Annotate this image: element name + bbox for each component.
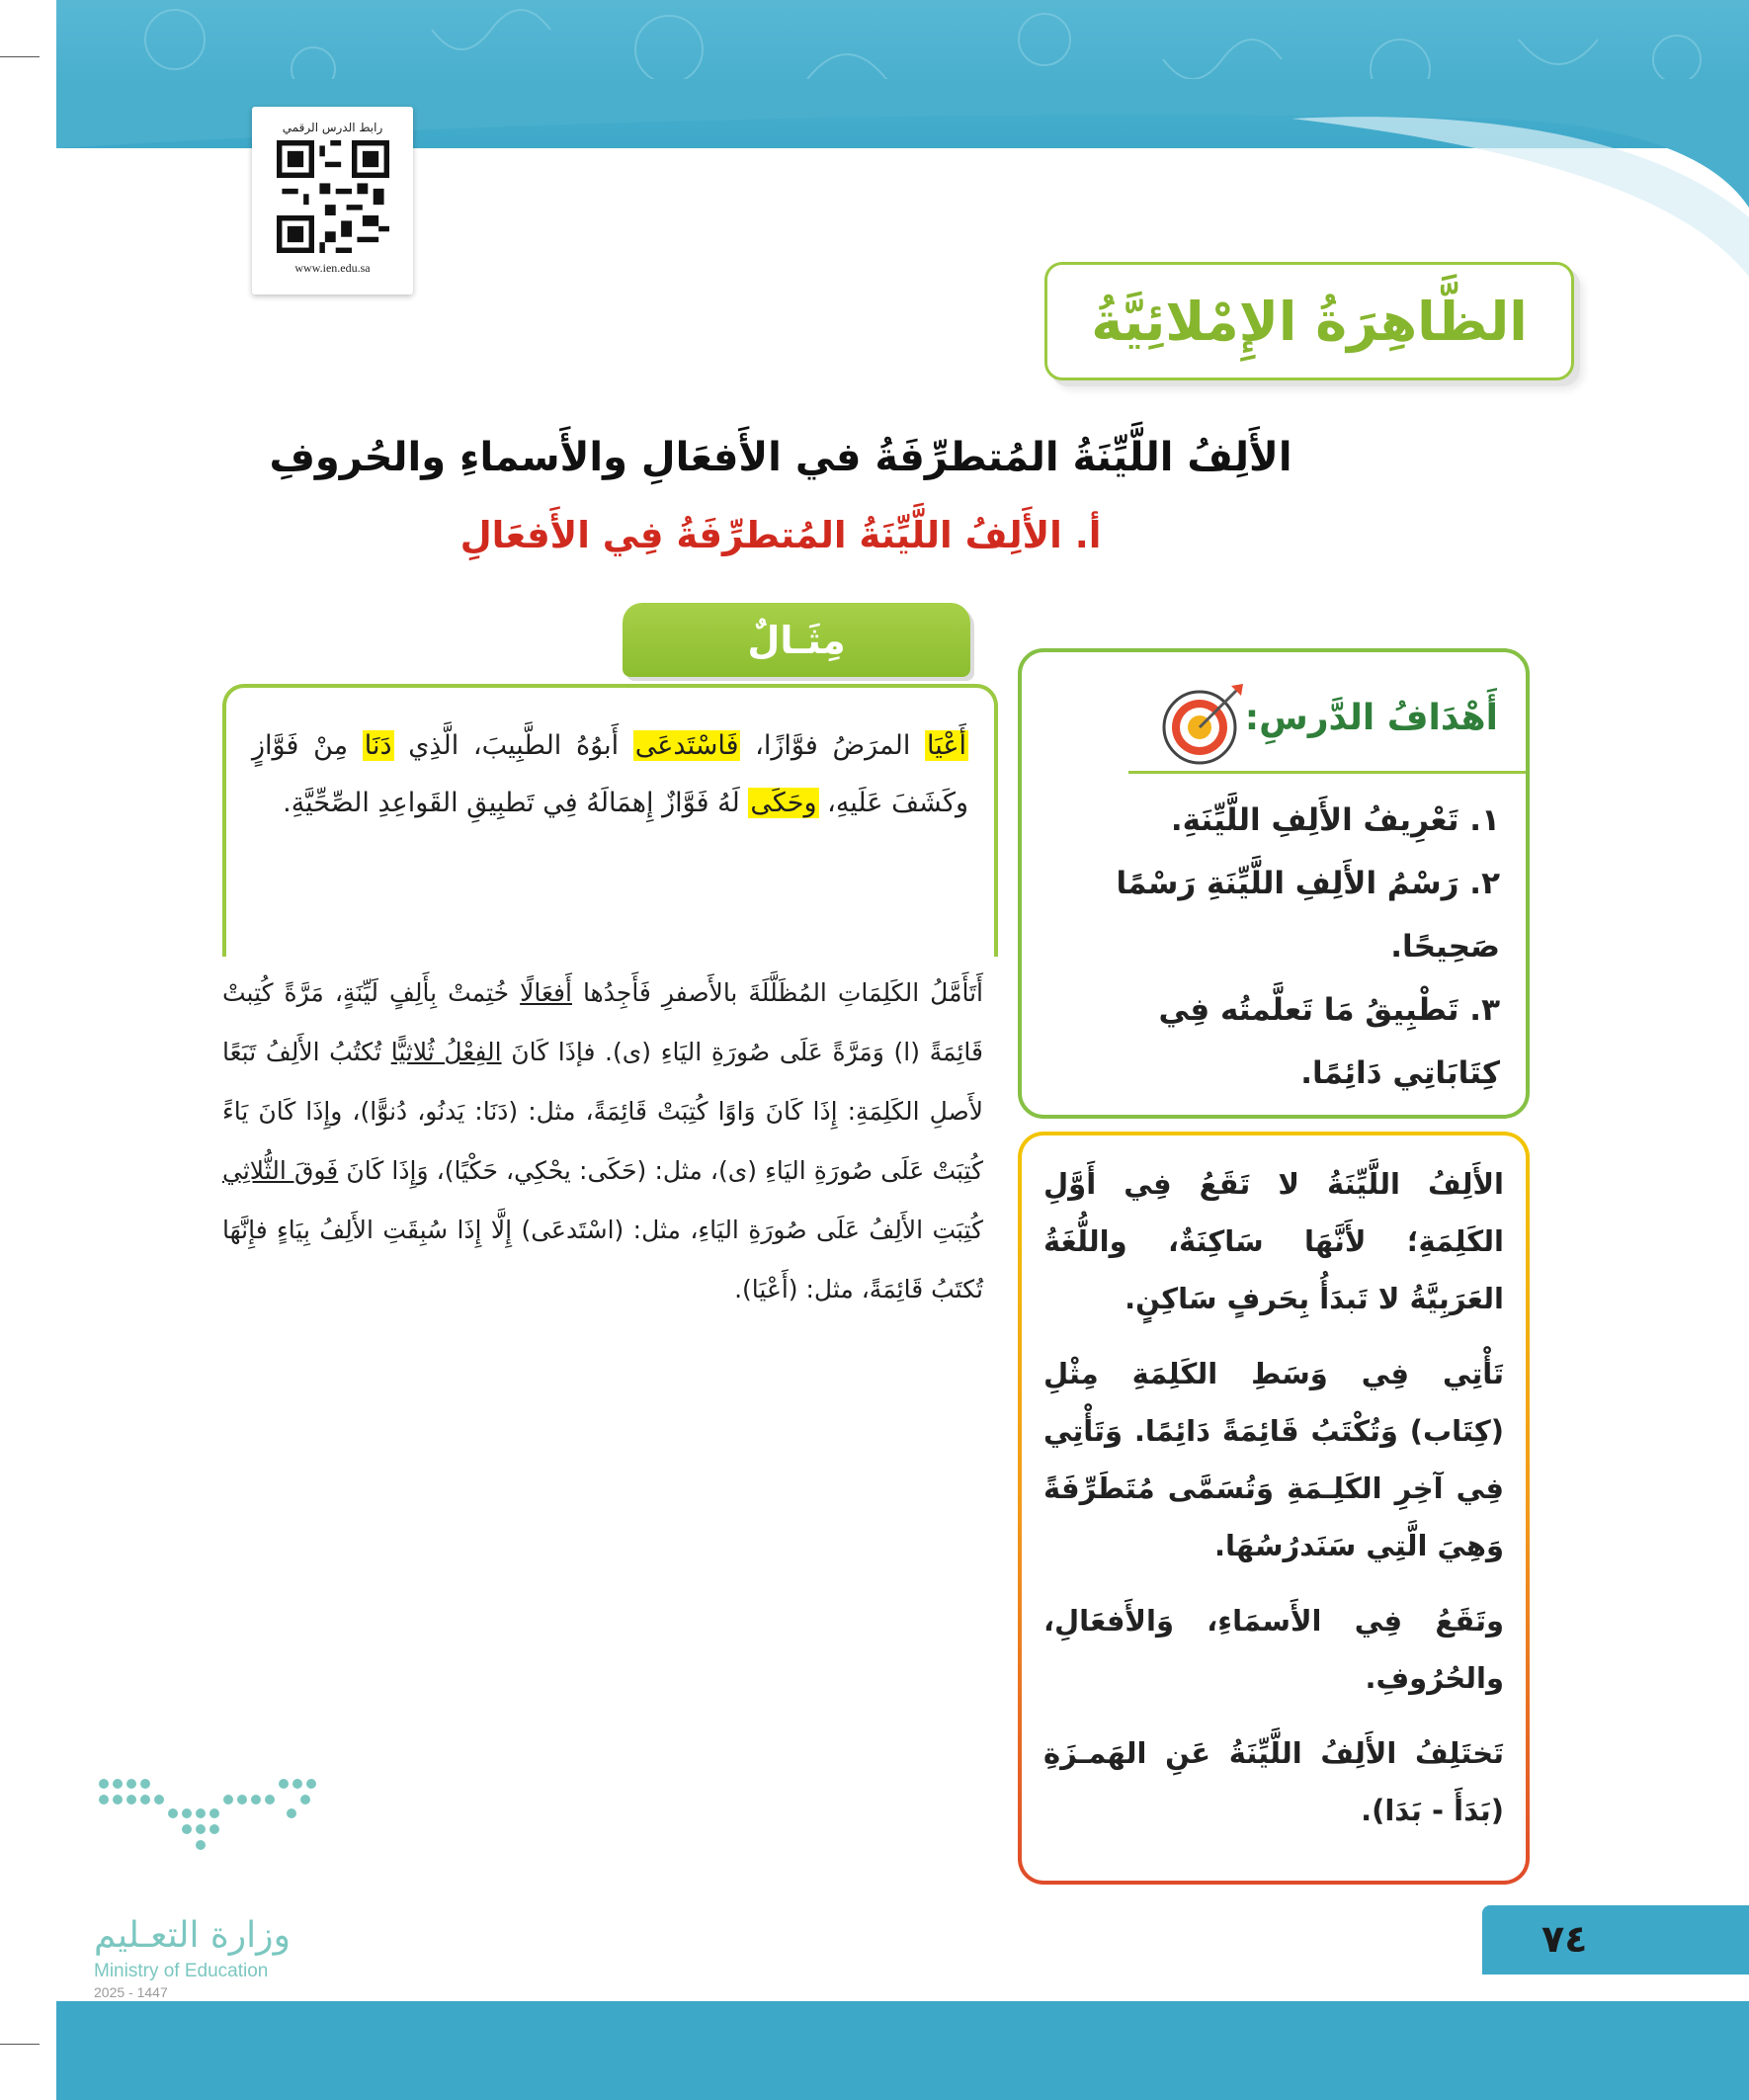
explanation-text: تُكتُبُ الأَلِفُ تَبَعًا لأَصلِ الكَلِمَةِ: إِذَا كَانَ وَاوًا كُتِبَتْ قَائِمَةً، مثل: (دَنَا: يَدنُو، دُنوًّا)، وإِذَا كَانَ يَاءً كُتِبَتْ عَلَى صُورَةِ اليَاءِ (ى)، مثل: (حَكَى: يحْكِي، حَكْيًا)، وَإِذَا كَانَ bbox=[222, 1038, 983, 1185]
page-number: ٧٤ bbox=[1541, 1917, 1588, 1961]
ministry-logo-icon bbox=[94, 1774, 321, 1873]
goal-item: ٣. تَطْبِيقُ مَا تَعلَّمتُه فِي كِتَابَاتِي دَائِمًا. bbox=[1158, 992, 1500, 1091]
example-text: أَبوُهُ الطَّبِيبَ، الَّذِي bbox=[393, 730, 633, 761]
qr-label: رابط الدرس الرقمي bbox=[282, 121, 383, 134]
explanation-text: خُتِمتْ بِأَلِفٍ لَيِّنَةٍ، مَرَّةً كُتِبتْ قَائِمَةً (ا) وَمَرَّةً عَلَى صُورَةِ اليَاءِ (ى). فإذَا كَانَ bbox=[222, 978, 983, 1066]
goal-item: ٢. رَسْمُ الأَلِفِ اللَّيِّنَةِ رَسْمًا صَحِيحًا. bbox=[1116, 866, 1500, 965]
example-box bbox=[222, 684, 998, 957]
lesson-goals-box bbox=[1018, 648, 1530, 1119]
highlighted-word: فَاسْتَدعَى bbox=[634, 730, 739, 761]
target-icon bbox=[1160, 680, 1247, 767]
info-paragraph: وتَقَعُ فِي الأَسمَاءِ، وَالأَفعَالِ، والحُرُوفِ. bbox=[1043, 1604, 1504, 1695]
ministry-name-ar: وزارة التعـليم bbox=[94, 1915, 291, 1956]
edition-year: 2025 - 1447 bbox=[94, 1984, 168, 2000]
info-text bbox=[1043, 1155, 1504, 1857]
info-paragraph: تَختَلِفُ الأَلِفُ اللَّيِّنَةُ عَنِ الهَمـزَةِ (بَدَأَ - بَدَا). bbox=[1043, 1736, 1504, 1827]
underlined-term: فَوقَ الثُّلاثِي bbox=[222, 1156, 339, 1185]
highlighted-word: وحَكَى bbox=[750, 788, 817, 818]
underlined-term: الفِعْلُ ثُلاثيًّا bbox=[390, 1038, 502, 1066]
goal-item: ١. تَعْرِيفُ الأَلِفِ اللَّيِّنَةِ. bbox=[1170, 802, 1500, 838]
explanation-text: أَتَأَمَّلُ الكَلِمَاتِ المُظَلَّلَةَ بالأَصفرِ فَأَجِدُها bbox=[571, 978, 983, 1007]
qr-code-icon[interactable] bbox=[277, 140, 389, 253]
example-text: المرَضُ فوَّازًا، bbox=[740, 730, 925, 761]
info-paragraph: الأَلِفُ اللَّيِّنَةُ لا تَقَعُ فِي أَوَّلِ الكَلِمَةِ؛ لأَنَّهَا سَاكِنَةٌ، واللُّغَةُ العَرَبِيَّةُ لا تَبدَأُ بِحَرفٍ سَاكِنٍ. bbox=[1043, 1167, 1504, 1315]
lesson-title: الأَلِفُ اللَّيِّنَةُ المُتطرِّفَةُ في الأَفعَالِ والأَسماءِ والحُروفِ bbox=[269, 435, 1292, 480]
explanation-paragraph bbox=[222, 964, 995, 1319]
example-text: مِنْ فَوَّازٍ وكَشَفَ عَلَيهِ، bbox=[252, 730, 968, 818]
info-paragraph: تَأْتِي فِي وَسَطِ الكَلِمَةِ مِثْلِ (كِتَاب) وَتُكْتَبُ قَائِمَةً دَائِمًا. وَتَأْتِي فِي آخِرِ الكَلِـمَةِ وَتُسَمَّى مُتَطَرِّفَةً وَهِيَ الَّتِي سَنَدرُسُهَا. bbox=[1043, 1357, 1504, 1562]
explanation-text: كُتِبَتِ الأَلِفُ عَلَى صُورَةِ اليَاءِ، مثل: (اسْتَدعَى) إِلَّا إِذَا سُبِقَتِ الأَلِفُ بِيَاءٍ فإِنَّهَا تُكتَبُ قَائِمَةً، مثل: (أَعْيَا). bbox=[222, 1216, 983, 1303]
ministry-name-en: Ministry of Education bbox=[94, 1961, 269, 1981]
section-banner: الظَّاهِرَةُ الإِمْلائِيَّةُ bbox=[1044, 262, 1574, 380]
example-tab: مِثَـالٌ bbox=[623, 603, 970, 677]
goals-list bbox=[1045, 789, 1500, 1105]
footer-band bbox=[56, 2001, 1749, 2100]
underlined-term: أَفعَالًا bbox=[520, 978, 572, 1007]
info-box bbox=[1018, 1132, 1530, 1885]
highlighted-word: دَنَا bbox=[364, 730, 392, 761]
highlighted-word: أَعْيَا bbox=[927, 730, 966, 761]
crop-mark bbox=[0, 56, 40, 57]
divider bbox=[1128, 771, 1526, 774]
page-number-tab bbox=[1482, 1905, 1749, 1974]
qr-url[interactable]: www.ien.edu.sa bbox=[294, 261, 371, 275]
crop-mark bbox=[0, 2044, 40, 2045]
goals-heading: أَهْدَافُ الدَّرسِ: bbox=[1244, 698, 1498, 738]
qr-card[interactable] bbox=[252, 107, 413, 294]
example-text: لَهُ فَوَّازٌ إِهمَالَهُ فِي تَطبِيقِ القَواعِدِ الصِّحِّيَّةِ. bbox=[283, 788, 749, 818]
lesson-subtitle: أ. الأَلِفُ اللَّيِّنَةُ المُتطرِّفَةُ فِي الأَفعَالِ bbox=[459, 514, 1102, 556]
